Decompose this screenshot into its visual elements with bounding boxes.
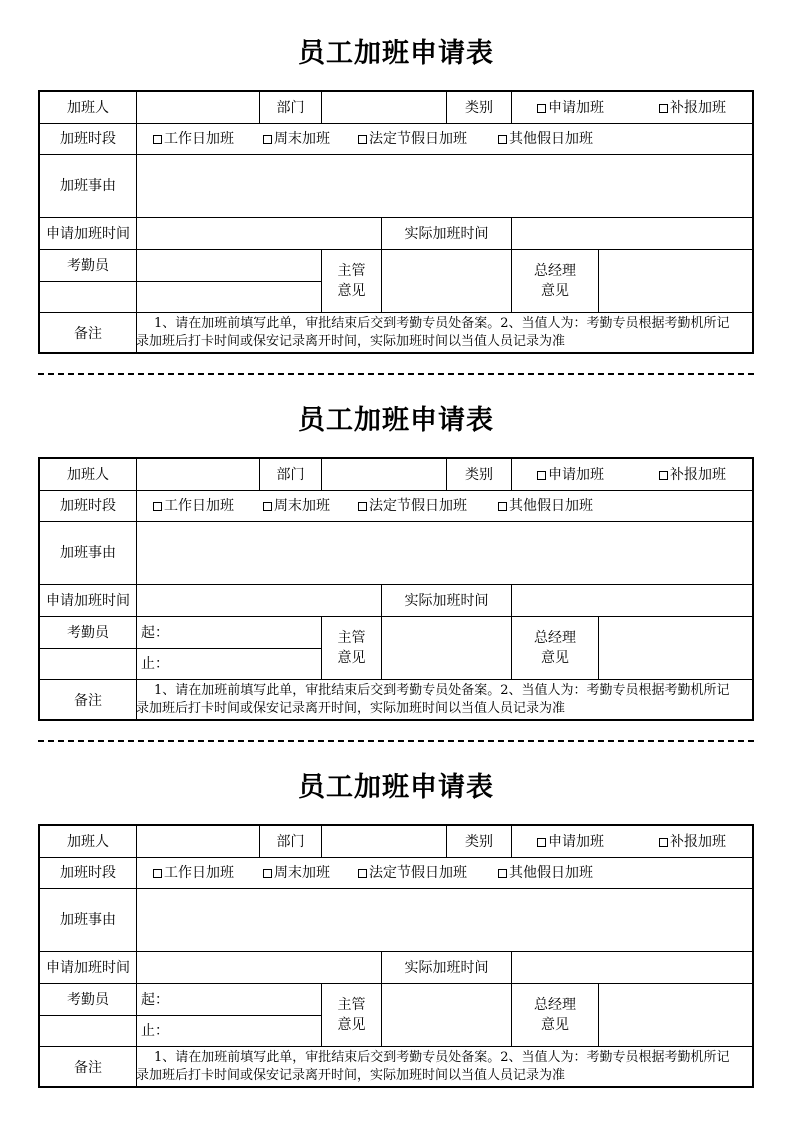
applicant-field[interactable] (137, 459, 260, 491)
form-title: 员工加班申请表 (298, 772, 494, 803)
type-option-apply[interactable]: 申请加班 (537, 832, 604, 852)
period-option-weekend[interactable]: 周末加班 (263, 129, 330, 149)
period-option-workday[interactable]: 工作日加班 (153, 129, 234, 149)
checkbox-icon (263, 869, 272, 878)
applicant-label: 加班人 (40, 459, 137, 491)
period-label: 加班时段 (40, 124, 137, 155)
dept-field[interactable] (322, 459, 447, 491)
actual-time-label: 实际加班时间 (382, 585, 512, 617)
checkbox-icon (537, 471, 546, 480)
attendance-label: 考勤员 (40, 617, 137, 649)
period-label: 加班时段 (40, 491, 137, 522)
type-option-makeup[interactable]: 补报加班 (659, 465, 726, 485)
dept-field[interactable] (322, 92, 447, 124)
supervisor-field[interactable] (382, 984, 512, 1047)
supervisor-label: 主管 意见 (322, 250, 382, 313)
apply-time-label: 申请加班时间 (40, 585, 137, 617)
apply-time-field[interactable] (137, 585, 382, 617)
attendance-empty (40, 282, 137, 313)
period-option-other[interactable]: 其他假日加班 (498, 863, 593, 883)
dept-label: 部门 (260, 92, 322, 124)
checkbox-icon (659, 104, 668, 113)
type-label: 类别 (447, 826, 512, 858)
actual-time-field[interactable] (512, 952, 754, 984)
attendance-label: 考勤员 (40, 250, 137, 282)
end-field[interactable]: 止： (137, 649, 322, 680)
gm-label: 总经理 意见 (512, 984, 599, 1047)
period-option-other[interactable]: 其他假日加班 (498, 496, 593, 516)
period-option-weekend[interactable]: 周末加班 (263, 496, 330, 516)
period-option-holiday[interactable]: 法定节假日加班 (358, 863, 467, 883)
checkbox-icon (498, 135, 507, 144)
cut-line-1 (38, 373, 754, 375)
gm-field[interactable] (599, 617, 754, 680)
start-field[interactable]: 起： (137, 617, 322, 649)
period-option-weekend[interactable]: 周末加班 (263, 863, 330, 883)
gm-field[interactable] (599, 984, 754, 1047)
attendance-empty (40, 1016, 137, 1047)
note-label: 备注 (40, 680, 137, 721)
gm-label: 总经理 意见 (512, 617, 599, 680)
cut-line-2 (38, 740, 754, 742)
period-option-holiday[interactable]: 法定节假日加班 (358, 129, 467, 149)
checkbox-icon (153, 135, 162, 144)
note-label: 备注 (40, 1047, 137, 1088)
applicant-field[interactable] (137, 826, 260, 858)
form-title: 员工加班申请表 (298, 38, 494, 69)
reason-label: 加班事由 (40, 889, 137, 952)
checkbox-icon (263, 135, 272, 144)
start-field[interactable] (137, 250, 322, 282)
type-label: 类别 (447, 459, 512, 491)
reason-field[interactable] (137, 155, 754, 218)
supervisor-field[interactable] (382, 617, 512, 680)
actual-time-label: 实际加班时间 (382, 952, 512, 984)
reason-field[interactable] (137, 889, 754, 952)
period-option-holiday[interactable]: 法定节假日加班 (358, 496, 467, 516)
actual-time-field[interactable] (512, 585, 754, 617)
checkbox-icon (498, 869, 507, 878)
applicant-field[interactable] (137, 92, 260, 124)
note-label: 备注 (40, 313, 137, 354)
end-field[interactable]: 止： (137, 1016, 322, 1047)
gm-field[interactable] (599, 250, 754, 313)
start-field[interactable]: 起： (137, 984, 322, 1016)
checkbox-icon (263, 502, 272, 511)
supervisor-label: 主管 意见 (322, 617, 382, 680)
type-option-apply[interactable]: 申请加班 (537, 465, 604, 485)
period-option-workday[interactable]: 工作日加班 (153, 863, 234, 883)
apply-time-field[interactable] (137, 952, 382, 984)
dept-label: 部门 (260, 459, 322, 491)
checkbox-icon (358, 135, 367, 144)
attendance-empty (40, 649, 137, 680)
note-text: 1、请在加班前填写此单，审批结束后交到考勤专员处备案。2、当值人为：考勤专员根据考勤机所记录加班后打卡时间或保安记录离开时间，实际加班时间以当值人员记录为准 (136, 1050, 730, 1083)
checkbox-icon (153, 502, 162, 511)
supervisor-field[interactable] (382, 250, 512, 313)
checkbox-icon (153, 869, 162, 878)
dept-field[interactable] (322, 826, 447, 858)
period-label: 加班时段 (40, 858, 137, 889)
reason-label: 加班事由 (40, 522, 137, 585)
note-text: 1、请在加班前填写此单，审批结束后交到考勤专员处备案。2、当值人为：考勤专员根据考勤机所记录加班后打卡时间或保安记录离开时间，实际加班时间以当值人员记录为准 (136, 683, 730, 716)
apply-time-label: 申请加班时间 (40, 952, 137, 984)
period-option-other[interactable]: 其他假日加班 (498, 129, 593, 149)
checkbox-icon (659, 838, 668, 847)
checkbox-icon (358, 502, 367, 511)
gm-label: 总经理 意见 (512, 250, 599, 313)
type-option-apply[interactable]: 申请加班 (537, 98, 604, 118)
attendance-label: 考勤员 (40, 984, 137, 1016)
period-option-workday[interactable]: 工作日加班 (153, 496, 234, 516)
apply-time-label: 申请加班时间 (40, 218, 137, 250)
form-title: 员工加班申请表 (298, 405, 494, 436)
supervisor-label: 主管 意见 (322, 984, 382, 1047)
applicant-label: 加班人 (40, 92, 137, 124)
end-field[interactable] (137, 282, 322, 313)
reason-field[interactable] (137, 522, 754, 585)
type-option-makeup[interactable]: 补报加班 (659, 832, 726, 852)
reason-label: 加班事由 (40, 155, 137, 218)
checkbox-icon (659, 471, 668, 480)
checkbox-icon (537, 104, 546, 113)
actual-time-label: 实际加班时间 (382, 218, 512, 250)
checkbox-icon (537, 838, 546, 847)
dept-label: 部门 (260, 826, 322, 858)
checkbox-icon (498, 502, 507, 511)
type-label: 类别 (447, 92, 512, 124)
actual-time-field[interactable] (512, 218, 754, 250)
apply-time-field[interactable] (137, 218, 382, 250)
note-text: 1、请在加班前填写此单，审批结束后交到考勤专员处备案。2、当值人为：考勤专员根据考勤机所记录加班后打卡时间或保安记录离开时间，实际加班时间以当值人员记录为准 (136, 316, 730, 349)
type-option-makeup[interactable]: 补报加班 (659, 98, 726, 118)
applicant-label: 加班人 (40, 826, 137, 858)
checkbox-icon (358, 869, 367, 878)
